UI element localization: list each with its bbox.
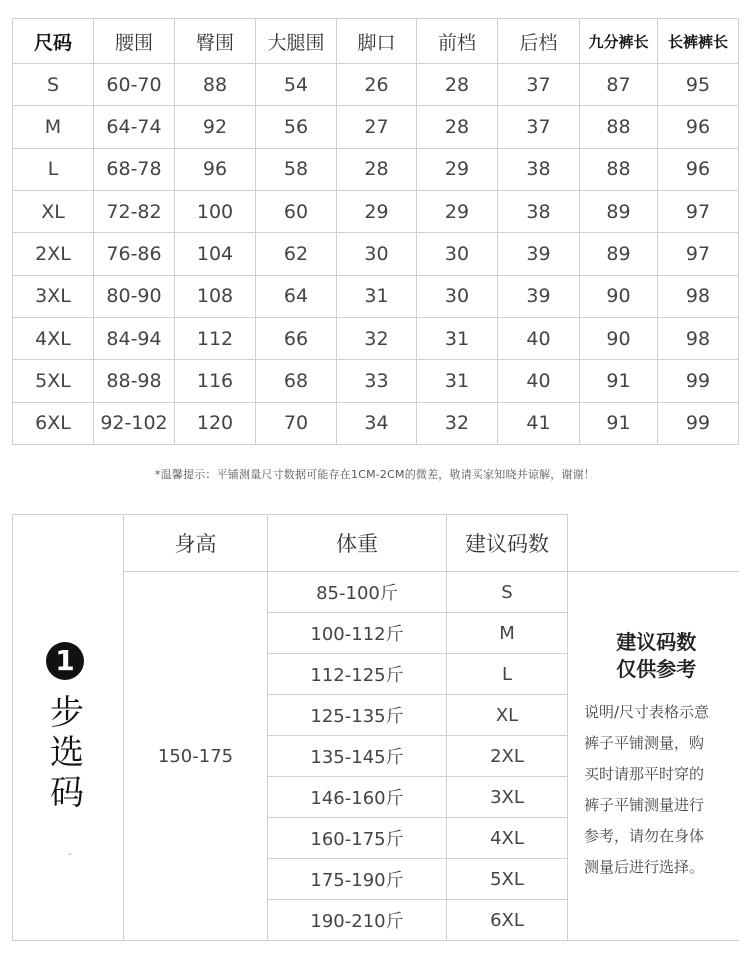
- recommended-size-cell: S: [447, 572, 568, 613]
- weight-cell: 175-190斤: [268, 859, 447, 900]
- step-panel: [13, 515, 124, 941]
- hip-cell: 116: [175, 360, 256, 402]
- cropped-length-cell: 88: [580, 106, 658, 148]
- reference-title-line-1: 建议码数: [616, 630, 697, 654]
- front-rise-cell: 30: [417, 233, 498, 275]
- header-back-rise: 后档: [498, 19, 580, 64]
- header-hip: 臀围: [175, 19, 256, 64]
- step-char-1: 步: [50, 693, 84, 733]
- leg-opening-cell: 27: [337, 106, 417, 148]
- reference-line: 说明/尺寸表格示意: [584, 703, 710, 721]
- cropped-length-cell: 89: [580, 190, 658, 232]
- leg-opening-cell: 33: [337, 360, 417, 402]
- table-row: [13, 190, 739, 232]
- waist-cell: 68-78: [94, 148, 175, 190]
- header-waist: 腰围: [94, 19, 175, 64]
- back-rise-cell: 37: [498, 64, 580, 106]
- thigh-cell: 54: [256, 64, 337, 106]
- waist-cell: 60-70: [94, 64, 175, 106]
- weight-cell: 190-210斤: [268, 900, 447, 941]
- back-rise-cell: 40: [498, 360, 580, 402]
- table-row: [13, 233, 739, 275]
- back-rise-cell: 39: [498, 233, 580, 275]
- header-full-length: 长裤裤长: [658, 19, 739, 64]
- front-rise-cell: 28: [417, 64, 498, 106]
- size-chart-table: [12, 18, 739, 445]
- hip-cell: 104: [175, 233, 256, 275]
- front-rise-cell: 32: [417, 402, 498, 444]
- full-length-cell: 99: [658, 402, 739, 444]
- waist-cell: 88-98: [94, 360, 175, 402]
- full-length-cell: 96: [658, 148, 739, 190]
- hip-cell: 112: [175, 317, 256, 359]
- hip-cell: 96: [175, 148, 256, 190]
- table-row: [13, 360, 739, 402]
- thigh-cell: 62: [256, 233, 337, 275]
- thigh-cell: 56: [256, 106, 337, 148]
- table-row: [13, 148, 739, 190]
- front-rise-cell: 29: [417, 148, 498, 190]
- step-char-2: 选: [50, 733, 84, 773]
- full-length-cell: 97: [658, 190, 739, 232]
- size-recommendation-table: [12, 514, 739, 941]
- hip-cell: 92: [175, 106, 256, 148]
- weight-cell: 100-112斤: [268, 613, 447, 654]
- reference-line: 裤子平铺测量，购: [584, 734, 705, 752]
- cropped-length-cell: 91: [580, 360, 658, 402]
- back-rise-cell: 38: [498, 148, 580, 190]
- size-cell: 3XL: [13, 275, 94, 317]
- recommended-size-cell: 2XL: [447, 736, 568, 777]
- table-row: [13, 106, 739, 148]
- recommended-size-cell: 4XL: [447, 818, 568, 859]
- full-length-cell: 96: [658, 106, 739, 148]
- header-size: 尺码: [13, 19, 94, 64]
- leg-opening-cell: 28: [337, 148, 417, 190]
- reference-title: [584, 629, 729, 683]
- recommended-size-cell: 6XL: [447, 900, 568, 941]
- thigh-cell: 64: [256, 275, 337, 317]
- leg-opening-cell: 31: [337, 275, 417, 317]
- size-cell: XL: [13, 190, 94, 232]
- size-cell: 4XL: [13, 317, 94, 359]
- header-thigh: 大腿围: [256, 19, 337, 64]
- leg-opening-cell: 32: [337, 317, 417, 359]
- size-cell: 2XL: [13, 233, 94, 275]
- recommended-size-cell: XL: [447, 695, 568, 736]
- table-row: [13, 317, 739, 359]
- recommended-size-cell: 3XL: [447, 777, 568, 818]
- reference-title-line-2: 仅供参考: [616, 657, 697, 681]
- leg-opening-cell: 30: [337, 233, 417, 275]
- recommended-size-cell: L: [447, 654, 568, 695]
- reference-line: 买时请那平时穿的: [584, 765, 705, 783]
- reference-line: 裤子平铺测量进行: [584, 796, 705, 814]
- full-length-cell: 95: [658, 64, 739, 106]
- step-number-badge: 1: [46, 642, 84, 680]
- header-weight: 体重: [268, 515, 447, 572]
- front-rise-cell: 31: [417, 360, 498, 402]
- full-length-cell: 98: [658, 275, 739, 317]
- table-row: [13, 275, 739, 317]
- header-front-rise: 前档: [417, 19, 498, 64]
- thigh-cell: 66: [256, 317, 337, 359]
- size-cell: L: [13, 148, 94, 190]
- full-length-cell: 97: [658, 233, 739, 275]
- leg-opening-cell: 29: [337, 190, 417, 232]
- cropped-length-cell: 89: [580, 233, 658, 275]
- waist-cell: 80-90: [94, 275, 175, 317]
- recommended-size-cell: M: [447, 613, 568, 654]
- weight-cell: 112-125斤: [268, 654, 447, 695]
- back-rise-cell: 41: [498, 402, 580, 444]
- waist-cell: 92-102: [94, 402, 175, 444]
- waist-cell: 76-86: [94, 233, 175, 275]
- size-table-header-row: [13, 19, 739, 64]
- weight-cell: 135-145斤: [268, 736, 447, 777]
- waist-cell: 72-82: [94, 190, 175, 232]
- cropped-length-cell: 90: [580, 275, 658, 317]
- recommended-size-cell: 5XL: [447, 859, 568, 900]
- header-height: 身高: [124, 515, 268, 572]
- back-rise-cell: 40: [498, 317, 580, 359]
- waist-cell: 64-74: [94, 106, 175, 148]
- thigh-cell: 60: [256, 190, 337, 232]
- cropped-length-cell: 91: [580, 402, 658, 444]
- size-cell: M: [13, 106, 94, 148]
- header-blank: [568, 515, 739, 572]
- hip-cell: 88: [175, 64, 256, 106]
- hip-cell: 108: [175, 275, 256, 317]
- measurement-note: *温馨提示：平铺测量尺寸数据可能存在1CM-2CM的微差，敬请买家知晓并谅解，谢谢！: [154, 468, 596, 481]
- step-char-3: 码: [50, 773, 84, 813]
- header-leg-opening: 脚口: [337, 19, 417, 64]
- full-length-cell: 98: [658, 317, 739, 359]
- back-rise-cell: 37: [498, 106, 580, 148]
- weight-cell: 160-175斤: [268, 818, 447, 859]
- table-row: [13, 64, 739, 106]
- front-rise-cell: 29: [417, 190, 498, 232]
- hip-cell: 100: [175, 190, 256, 232]
- reference-line: 参考，请勿在身体: [584, 827, 705, 845]
- step-dash: -: [68, 849, 72, 860]
- size-cell: S: [13, 64, 94, 106]
- height-range-cell: 150-175: [124, 572, 268, 941]
- cropped-length-cell: 90: [580, 317, 658, 359]
- table-row: [13, 402, 739, 444]
- weight-cell: 146-160斤: [268, 777, 447, 818]
- thigh-cell: 70: [256, 402, 337, 444]
- weight-cell: 125-135斤: [268, 695, 447, 736]
- cropped-length-cell: 87: [580, 64, 658, 106]
- leg-opening-cell: 26: [337, 64, 417, 106]
- full-length-cell: 99: [658, 360, 739, 402]
- size-cell: 5XL: [13, 360, 94, 402]
- front-rise-cell: 28: [417, 106, 498, 148]
- recommend-header-row: [13, 515, 739, 572]
- reference-line: 测量后进行选择。: [584, 858, 705, 876]
- hip-cell: 120: [175, 402, 256, 444]
- back-rise-cell: 39: [498, 275, 580, 317]
- leg-opening-cell: 34: [337, 402, 417, 444]
- size-cell: 6XL: [13, 402, 94, 444]
- waist-cell: 84-94: [94, 317, 175, 359]
- header-cropped-length: 九分裤长: [580, 19, 658, 64]
- front-rise-cell: 31: [417, 317, 498, 359]
- reference-note-panel: [568, 572, 739, 941]
- thigh-cell: 58: [256, 148, 337, 190]
- thigh-cell: 68: [256, 360, 337, 402]
- header-recommended-size: 建议码数: [447, 515, 568, 572]
- cropped-length-cell: 88: [580, 148, 658, 190]
- front-rise-cell: 30: [417, 275, 498, 317]
- back-rise-cell: 38: [498, 190, 580, 232]
- weight-cell: 85-100斤: [268, 572, 447, 613]
